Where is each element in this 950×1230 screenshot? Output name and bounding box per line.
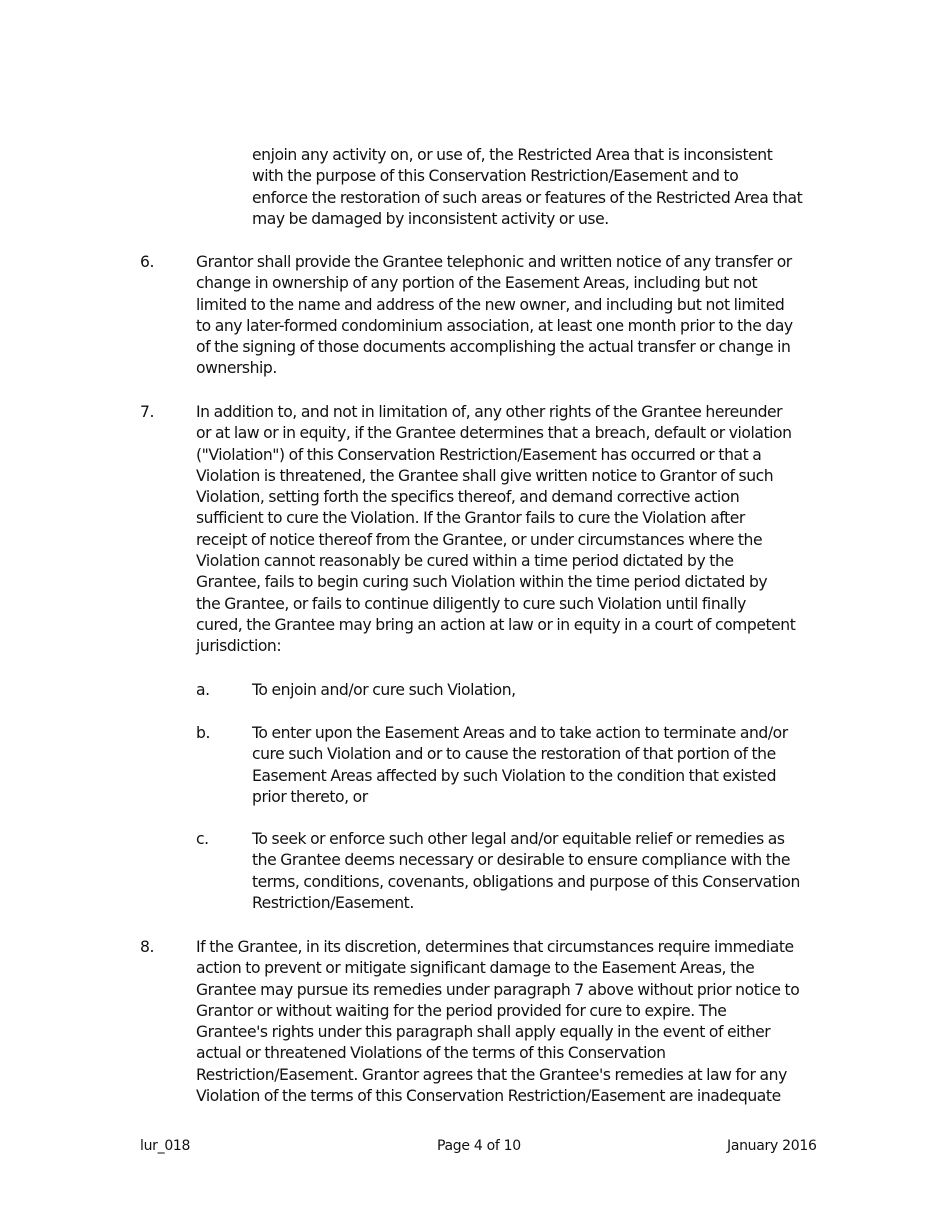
- text-line: may be damaged by inconsistent activity or use.: [252, 209, 609, 228]
- text-line: with the purpose of this Conservation Restriction/Easement and to: [252, 167, 739, 186]
- text-line: terms, conditions, covenants, obligations and purpose of this Conservation: [252, 872, 800, 891]
- text-line: enforce the restoration of such areas or features of the Restricted Area that: [252, 188, 803, 207]
- text-line: action to prevent or mitigate significant damage to the Easement Areas, the: [196, 959, 755, 978]
- text-line: Grantee may pursue its remedies under paragraph 7 above without prior notice to: [196, 980, 800, 999]
- text-line: sufficient to cure the Violation. If the Grantor fails to cure the Violation after: [196, 509, 745, 528]
- subitem-b-text: [252, 723, 788, 808]
- text-line: jurisdiction:: [196, 637, 282, 656]
- text-line: Grantee, fails to begin curing such Violation within the time period dictated by: [196, 573, 768, 592]
- paragraph-6-text: [196, 252, 793, 380]
- text-line: cure such Violation and or to cause the restoration of that portion of the: [252, 745, 776, 764]
- paragraph-8-number: 8.: [140, 938, 155, 956]
- footer-date: January 2016: [727, 1138, 817, 1154]
- text-line: enjoin any activity on, or use of, the Restricted Area that is inconsistent: [252, 146, 773, 164]
- subitem-c-text: [252, 829, 800, 914]
- text-line: Restriction/Easement.: [252, 893, 414, 912]
- footer-doc-id: lur_018: [140, 1138, 191, 1154]
- continuation-text: [252, 145, 802, 230]
- paragraph-8-text: [196, 937, 799, 1107]
- text-line: Violation is threatened, the Grantee shall give written notice to Grantor of such: [196, 466, 774, 485]
- paragraph-7-text: [196, 402, 795, 658]
- subitem-a-text: [252, 680, 516, 701]
- text-line: the Grantee, or fails to continue diligently to cure such Violation until finally: [196, 594, 746, 613]
- text-line: the Grantee deems necessary or desirable to ensure compliance with the: [252, 851, 791, 870]
- text-line: or at law or in equity, if the Grantee determines that a breach, default or violation: [196, 424, 792, 443]
- text-line: Violation cannot reasonably be cured within a time period dictated by the: [196, 552, 734, 571]
- text-line: receipt of notice thereof from the Grantee, or under circumstances where the: [196, 530, 763, 549]
- text-line: to any later-formed condominium association, at least one month prior to the day: [196, 316, 793, 335]
- paragraph-6-number: 6.: [140, 253, 155, 271]
- text-line: To enjoin and/or cure such Violation,: [252, 681, 516, 699]
- text-line: Grantor shall provide the Grantee telephonic and written notice of any transfer or: [196, 253, 792, 271]
- text-line: ("Violation") of this Conservation Restriction/Easement has occurred or that a: [196, 445, 762, 464]
- text-line: actual or threatened Violations of the terms of this Conservation: [196, 1044, 666, 1063]
- footer-page-number: Page 4 of 10: [437, 1138, 521, 1154]
- text-line: prior thereto, or: [252, 787, 368, 806]
- text-line: of the signing of those documents accomplishing the actual transfer or change in: [196, 338, 791, 357]
- text-line: To enter upon the Easement Areas and to take action to terminate and/or: [252, 724, 788, 742]
- text-line: Grantee's rights under this paragraph shall apply equally in the event of either: [196, 1023, 771, 1042]
- text-line: If the Grantee, in its discretion, determines that circumstances require immediate: [196, 938, 794, 956]
- text-line: change in ownership of any portion of the Easement Areas, including but not: [196, 274, 758, 293]
- text-line: Easement Areas affected by such Violation to the condition that existed: [252, 766, 777, 785]
- text-line: Restriction/Easement. Grantor agrees that the Grantee's remedies at law for any: [196, 1065, 787, 1084]
- text-line: Grantor or without waiting for the period provided for cure to expire. The: [196, 1001, 727, 1020]
- subitem-c-label: c.: [196, 830, 209, 848]
- text-line: ownership.: [196, 359, 277, 378]
- text-line: limited to the name and address of the new owner, and including but not limited: [196, 295, 785, 314]
- text-line: Violation, setting forth the specifics thereof, and demand corrective action: [196, 488, 740, 507]
- paragraph-7-number: 7.: [140, 403, 155, 421]
- subitem-b-label: b.: [196, 724, 211, 742]
- subitem-a-label: a.: [196, 681, 210, 699]
- text-line: In addition to, and not in limitation of, any other rights of the Grantee hereunder: [196, 403, 783, 421]
- text-line: Violation of the terms of this Conservation Restriction/Easement are inadequate: [196, 1087, 781, 1106]
- text-line: To seek or enforce such other legal and/or equitable relief or remedies as: [252, 830, 785, 848]
- text-line: cured, the Grantee may bring an action at law or in equity in a court of competent: [196, 615, 796, 634]
